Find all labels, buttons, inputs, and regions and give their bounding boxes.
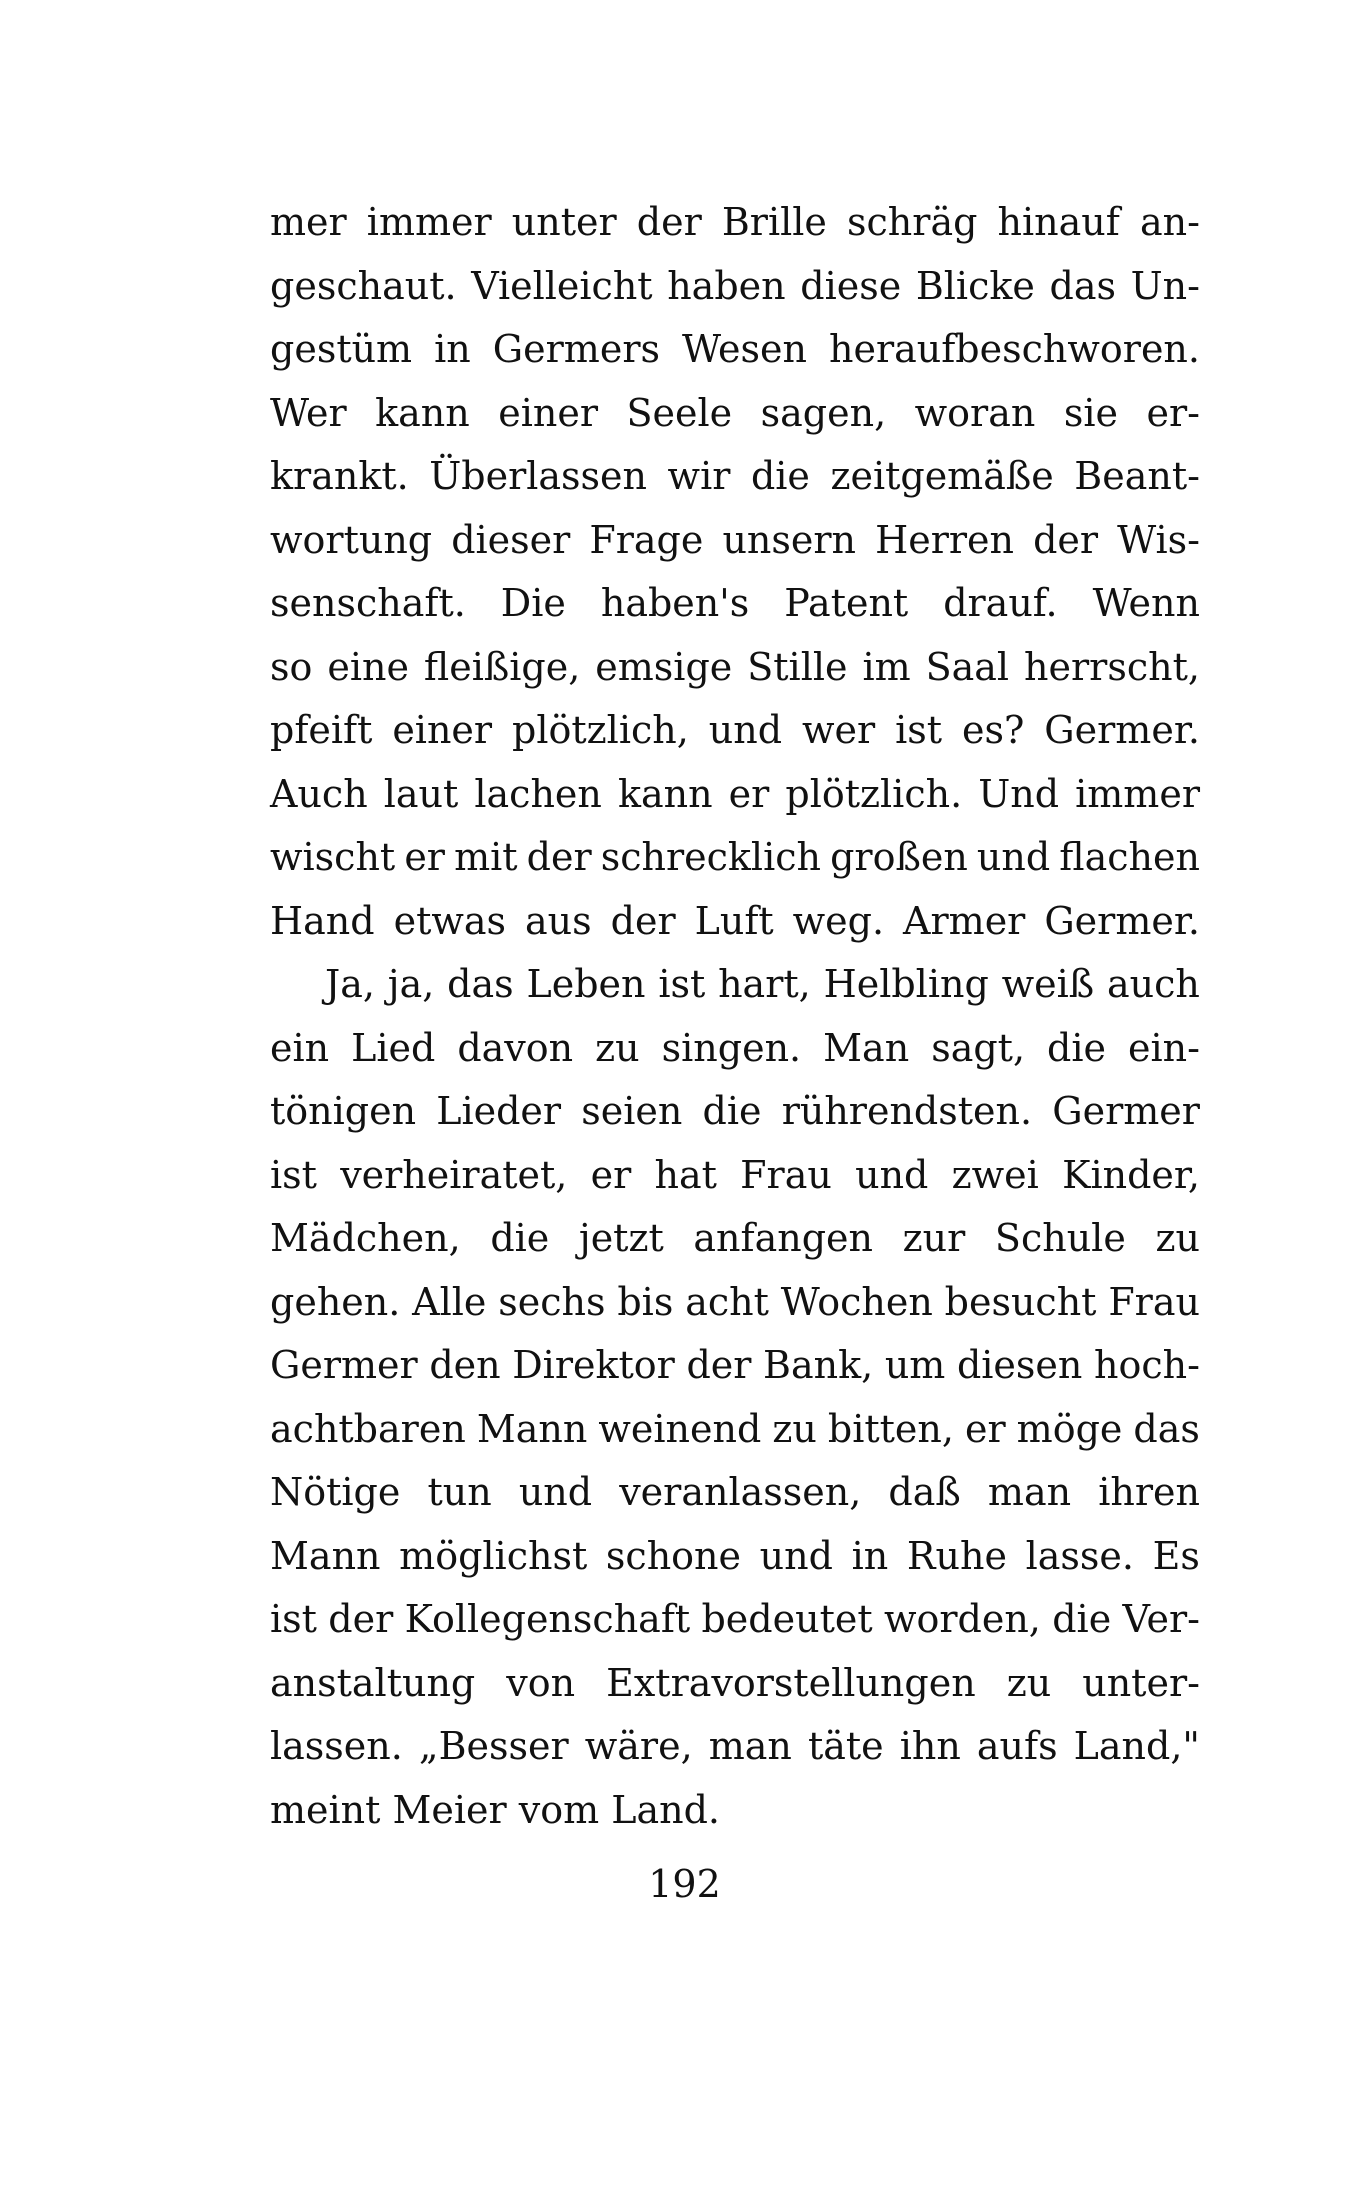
word: an- <box>1139 200 1200 244</box>
word: der <box>526 835 592 879</box>
word: es? <box>961 708 1025 752</box>
text-line <box>270 264 1200 328</box>
word: heraufbeschworen. <box>828 327 1200 371</box>
word: der <box>610 898 676 943</box>
word: gehen. <box>270 1279 401 1324</box>
word: herrscht, <box>1024 644 1200 689</box>
text-line <box>270 200 1200 264</box>
word: in <box>851 1533 889 1578</box>
word: veranlassen, <box>619 1470 862 1514</box>
text-line <box>270 1089 1200 1153</box>
word: ist <box>895 708 943 752</box>
word: die <box>702 1089 762 1133</box>
word: Beant- <box>1074 454 1200 498</box>
word: diese <box>800 263 902 308</box>
word: Luft <box>694 898 774 943</box>
word: sie <box>1063 390 1118 435</box>
word: man <box>987 1470 1072 1514</box>
word: großen <box>830 835 968 879</box>
word: ja, <box>387 962 435 1006</box>
word: der <box>636 200 702 244</box>
word: und <box>708 708 783 752</box>
text-line <box>270 708 1200 772</box>
word: ist <box>658 962 706 1006</box>
word: Stille <box>747 644 848 689</box>
word: rührendsten. <box>781 1089 1033 1133</box>
text-line <box>270 899 1200 963</box>
word: er <box>728 771 770 816</box>
word: sagt, <box>931 1025 1026 1070</box>
word: Armer <box>903 898 1026 943</box>
word: Man <box>823 1025 910 1070</box>
word: unter <box>511 200 617 244</box>
word: wortung <box>270 517 433 562</box>
word: Germer. <box>1044 708 1200 752</box>
text-line <box>270 327 1200 391</box>
word: hoch- <box>1094 1343 1200 1387</box>
word: Ver- <box>1122 1597 1200 1641</box>
word: der <box>686 1343 752 1387</box>
word: zu <box>1006 1660 1052 1705</box>
word: mer <box>270 200 347 244</box>
word: lachen <box>474 771 602 816</box>
word: Leben <box>526 962 646 1006</box>
word: wäre, <box>584 1724 693 1768</box>
text-line <box>270 1534 1200 1598</box>
text-line <box>270 1216 1200 1280</box>
word: Auch <box>270 771 368 816</box>
text-line <box>270 1597 1200 1661</box>
word: Lied <box>351 1025 436 1070</box>
word: hinauf <box>997 200 1120 244</box>
word: jetzt <box>578 1216 664 1260</box>
word: lasse. <box>1025 1533 1134 1578</box>
word: eine <box>327 644 409 689</box>
word: achtbaren <box>270 1406 466 1451</box>
word: Und <box>978 771 1060 816</box>
word: Mädchen, <box>270 1216 461 1260</box>
word: ist <box>270 1152 317 1197</box>
word: davon <box>457 1025 574 1070</box>
word: der <box>1033 517 1099 562</box>
word: Germer. <box>1044 898 1200 943</box>
word: gestüm <box>270 327 413 371</box>
word: Wenn <box>1092 581 1200 625</box>
word: besucht <box>944 1279 1097 1324</box>
word: Die <box>500 581 566 625</box>
word: sagen, <box>760 390 887 435</box>
word: einer <box>498 390 599 435</box>
text-line <box>270 1280 1200 1344</box>
word: der <box>328 1597 394 1641</box>
word: Extravorstellungen <box>606 1660 976 1705</box>
word: haben's <box>600 581 750 625</box>
word: das <box>447 962 514 1006</box>
word: und <box>518 1470 593 1514</box>
word: krankt. <box>270 454 409 498</box>
word: lassen. <box>270 1724 403 1768</box>
word: man <box>708 1724 792 1768</box>
word: und <box>855 1152 929 1197</box>
text-line <box>270 1407 1200 1471</box>
word: unsern <box>722 517 857 562</box>
word: mit <box>454 835 518 879</box>
word: wischt <box>270 835 396 879</box>
word: Lieder <box>436 1089 562 1133</box>
word: „Besser <box>418 1724 569 1768</box>
word: zu <box>772 1406 817 1451</box>
text-line <box>270 1788 1200 1852</box>
word: daß <box>888 1470 961 1514</box>
word: hart, <box>718 962 811 1006</box>
word: Schule <box>994 1216 1126 1260</box>
word: Alle <box>412 1279 487 1324</box>
word: immer <box>366 200 492 244</box>
text-line <box>270 1470 1200 1534</box>
word: seien <box>581 1089 683 1133</box>
word: Kinder, <box>1062 1152 1200 1197</box>
word: Kollegenschaft <box>404 1597 691 1641</box>
word: woran <box>914 390 1036 435</box>
text-line <box>270 962 1200 1026</box>
word: zu <box>595 1025 640 1070</box>
word: anfangen <box>693 1216 873 1260</box>
word: weinend <box>598 1406 762 1451</box>
word: ist <box>270 1597 317 1641</box>
word: pfeift <box>270 708 373 752</box>
word: Mann <box>476 1406 588 1451</box>
word: den <box>429 1343 501 1387</box>
word: im <box>862 644 911 689</box>
word: er <box>404 835 445 879</box>
word: auch <box>1107 962 1200 1006</box>
word: zur <box>902 1216 966 1260</box>
text-line <box>270 1153 1200 1217</box>
text-line <box>270 1026 1200 1090</box>
text-line <box>270 645 1200 709</box>
word: Direktor <box>512 1343 675 1387</box>
word: singen. <box>661 1025 802 1070</box>
word: anstaltung <box>270 1660 476 1705</box>
word: Herren <box>875 517 1014 562</box>
word: worden, <box>883 1597 1041 1641</box>
word: von <box>506 1660 576 1705</box>
word: plötzlich. <box>785 771 963 816</box>
text-line <box>270 1661 1200 1725</box>
word: Wochen <box>780 1279 933 1324</box>
word: senschaft. <box>270 581 466 625</box>
word: zeitgemäße <box>830 454 1054 498</box>
word: drauf. <box>943 581 1058 625</box>
word: das <box>1133 1406 1200 1451</box>
word: weiß <box>1001 962 1095 1006</box>
word: Un- <box>1130 263 1200 308</box>
word: Mann <box>270 1533 381 1578</box>
word: wer <box>801 708 876 752</box>
word: flachen <box>1059 835 1200 879</box>
word: Vielleicht <box>471 263 653 308</box>
word: bedeutet <box>701 1597 873 1641</box>
word: Wis- <box>1117 517 1200 562</box>
text-line <box>270 1724 1200 1788</box>
word: er <box>590 1152 632 1197</box>
word: Seele <box>626 390 733 435</box>
text-line <box>270 454 1200 518</box>
word: etwas <box>393 898 507 943</box>
word: laut <box>383 771 459 816</box>
word: er <box>964 1406 1006 1451</box>
word: hat <box>654 1152 717 1197</box>
word: Ja, <box>325 962 375 1006</box>
word: immer <box>1075 771 1200 816</box>
word: aus <box>525 898 592 943</box>
word: ihn <box>899 1724 961 1768</box>
word: bitten, <box>827 1406 954 1451</box>
word: Nötige <box>270 1470 401 1514</box>
word: tönigen <box>270 1089 417 1133</box>
word: schräg <box>847 200 978 244</box>
word: wir <box>667 454 731 498</box>
word: verheiratet, <box>340 1152 568 1197</box>
text-line <box>270 1343 1200 1407</box>
word: ein <box>270 1025 330 1070</box>
word: Saal <box>925 644 1010 689</box>
word: Frage <box>589 517 704 562</box>
word: ein- <box>1128 1025 1200 1070</box>
word: Ruhe <box>906 1533 1007 1578</box>
word: Wesen <box>682 327 807 371</box>
text-line <box>270 835 1200 899</box>
word: das <box>1049 263 1116 308</box>
word: möglichst <box>399 1533 588 1578</box>
text-line <box>270 581 1200 645</box>
word: diesen <box>956 1343 1083 1387</box>
word: Bank, <box>763 1343 874 1387</box>
word: unter- <box>1082 1660 1200 1705</box>
word: Hand <box>270 898 375 943</box>
word: die <box>750 454 810 498</box>
word: Überlassen <box>429 454 648 498</box>
text-line <box>270 772 1200 836</box>
text-line <box>270 391 1200 455</box>
word: plötzlich, <box>512 708 689 752</box>
word: Frau <box>1108 1279 1200 1324</box>
word: kann <box>375 390 470 435</box>
word: Brille <box>721 200 827 244</box>
word: haben <box>667 263 786 308</box>
word: weg. <box>792 898 885 943</box>
word: ihren <box>1098 1470 1200 1514</box>
word: geschaut. <box>270 263 457 308</box>
word: tun <box>427 1470 492 1514</box>
word: Patent <box>784 581 909 625</box>
word: Land," <box>1073 1724 1200 1768</box>
word: Wer <box>270 390 347 435</box>
word: Germer <box>1052 1089 1200 1133</box>
line-text: meint Meier vom Land. <box>270 1787 721 1832</box>
word: Es <box>1152 1533 1200 1578</box>
word: emsige <box>595 644 733 689</box>
word: zwei <box>951 1152 1039 1197</box>
word: Germer <box>270 1343 418 1387</box>
word: so <box>270 644 313 689</box>
word: zu <box>1155 1216 1200 1260</box>
word: Blicke <box>915 263 1035 308</box>
text-line <box>270 518 1200 582</box>
text-body <box>270 200 1200 1851</box>
word: Frau <box>740 1152 832 1197</box>
word: einer <box>392 708 493 752</box>
word: sechs <box>498 1279 606 1324</box>
word: Helbling <box>823 962 989 1006</box>
word: bis <box>617 1279 674 1324</box>
word: fleißige, <box>423 644 581 689</box>
word: schrecklich <box>600 835 821 879</box>
word: er- <box>1146 390 1200 435</box>
word: und <box>759 1533 833 1578</box>
word: und <box>976 835 1051 879</box>
word: die <box>1052 1597 1112 1641</box>
word: Germers <box>492 327 660 371</box>
word: kann <box>617 771 713 816</box>
word: täte <box>807 1724 884 1768</box>
word: in <box>434 327 471 371</box>
word: dieser <box>451 517 571 562</box>
word: um <box>884 1343 946 1387</box>
word: schone <box>605 1533 742 1578</box>
word: aufs <box>976 1724 1058 1768</box>
page-number: 192 <box>648 1862 721 1906</box>
word: die <box>490 1216 550 1260</box>
word: acht <box>685 1279 769 1324</box>
word: die <box>1047 1025 1106 1070</box>
word: möge <box>1016 1406 1123 1451</box>
